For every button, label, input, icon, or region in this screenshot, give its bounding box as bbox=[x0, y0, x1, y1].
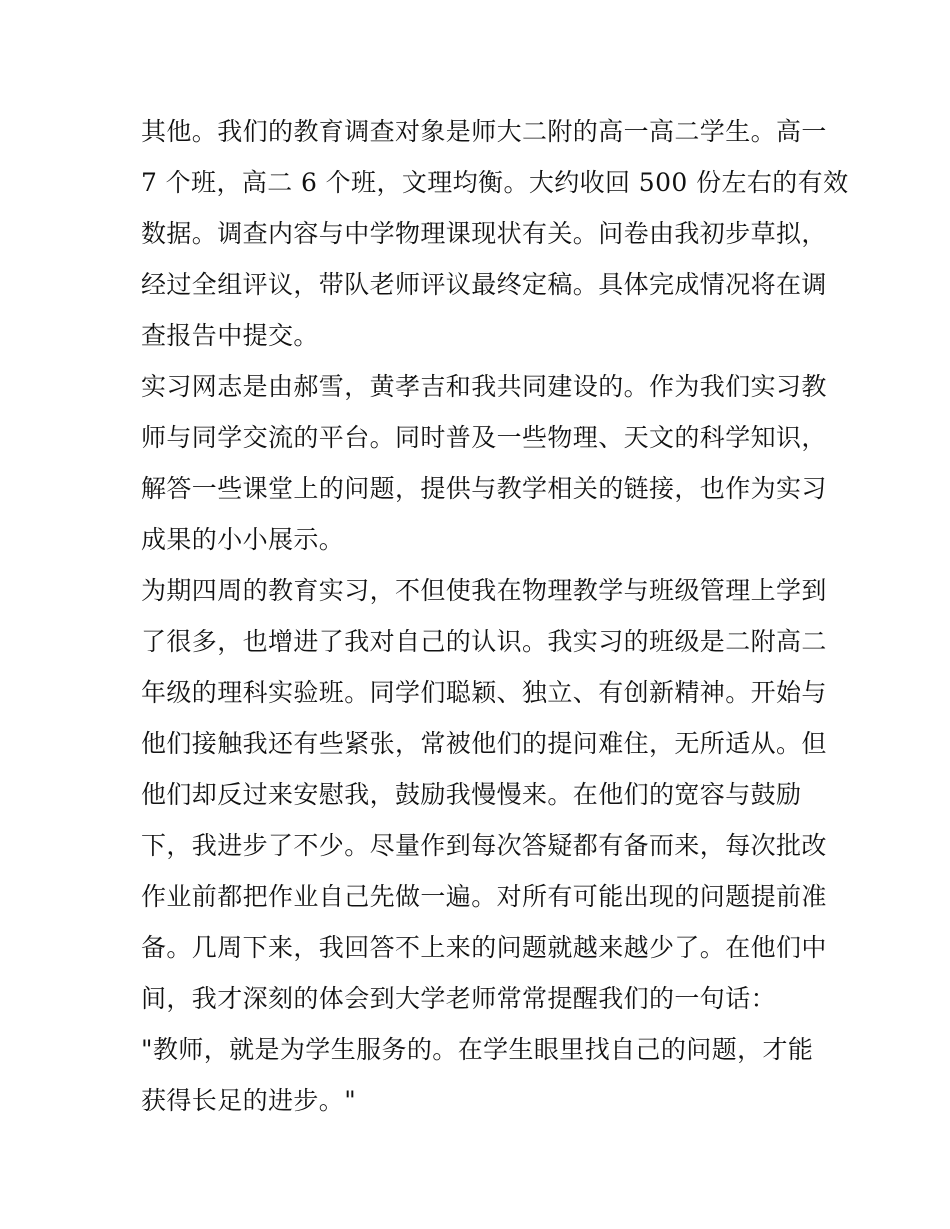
text-line: 经过全组评议，带队老师评议最终定稿。具体完成情况将在调 bbox=[141, 270, 827, 299]
text-line: 年级的理科实验班。同学们聪颖、独立、有创新精神。开始与 bbox=[141, 678, 827, 707]
text-line: 数据。调查内容与中学物理课现状有关。问卷由我初步草拟， bbox=[141, 219, 827, 248]
text-line: 成果的小小展示。 bbox=[141, 525, 345, 554]
paragraph-internship-reflection bbox=[141, 565, 827, 1126]
document-body bbox=[141, 106, 849, 1126]
text-line: 实习网志是由郝雪，黄孝吉和我共同建设的。作为我们实习教 bbox=[141, 372, 827, 401]
text-line: 获得长足的进步。" bbox=[141, 1086, 357, 1115]
text-line: 作业前都把作业自己先做一遍。对所有可能出现的问题提前准 bbox=[141, 882, 827, 911]
text-line: 下，我进步了不少。尽量作到每次答疑都有备而来，每次批改 bbox=[141, 831, 827, 860]
text-line: 他们接触我还有些紧张，常被他们的提问难住，无所适从。但 bbox=[141, 729, 827, 758]
text-line: 其他。我们的教育调查对象是师大二附的高一高二学生。高一 bbox=[141, 117, 827, 146]
paragraph-education-survey bbox=[141, 106, 849, 361]
text-line: 解答一些课堂上的问题，提供与教学相关的链接，也作为实习 bbox=[141, 474, 827, 503]
text-line: "教师，就是为学生服务的。在学生眼里找自己的问题，才能 bbox=[141, 1035, 814, 1064]
text-line: 间，我才深刻的体会到大学老师常常提醒我们的一句话： bbox=[141, 984, 777, 1013]
text-line: 他们却反过来安慰我，鼓励我慢慢来。在他们的宽容与鼓励 bbox=[141, 780, 802, 809]
text-line: 了很多，也增进了我对自己的认识。我实习的班级是二附高二 bbox=[141, 627, 827, 656]
text-line: 备。几周下来，我回答不上来的问题就越来越少了。在他们中 bbox=[141, 933, 827, 962]
text-line: 7 个班，高二 6 个班，文理均衡。大约收回 500 份左右的有效 bbox=[141, 168, 849, 197]
text-line: 师与同学交流的平台。同时普及一些物理、天文的科学知识， bbox=[141, 423, 827, 452]
text-line: 为期四周的教育实习，不但使我在物理教学与班级管理上学到 bbox=[141, 576, 827, 605]
paragraph-internship-blog bbox=[141, 361, 827, 565]
text-line: 查报告中提交。 bbox=[141, 321, 319, 350]
